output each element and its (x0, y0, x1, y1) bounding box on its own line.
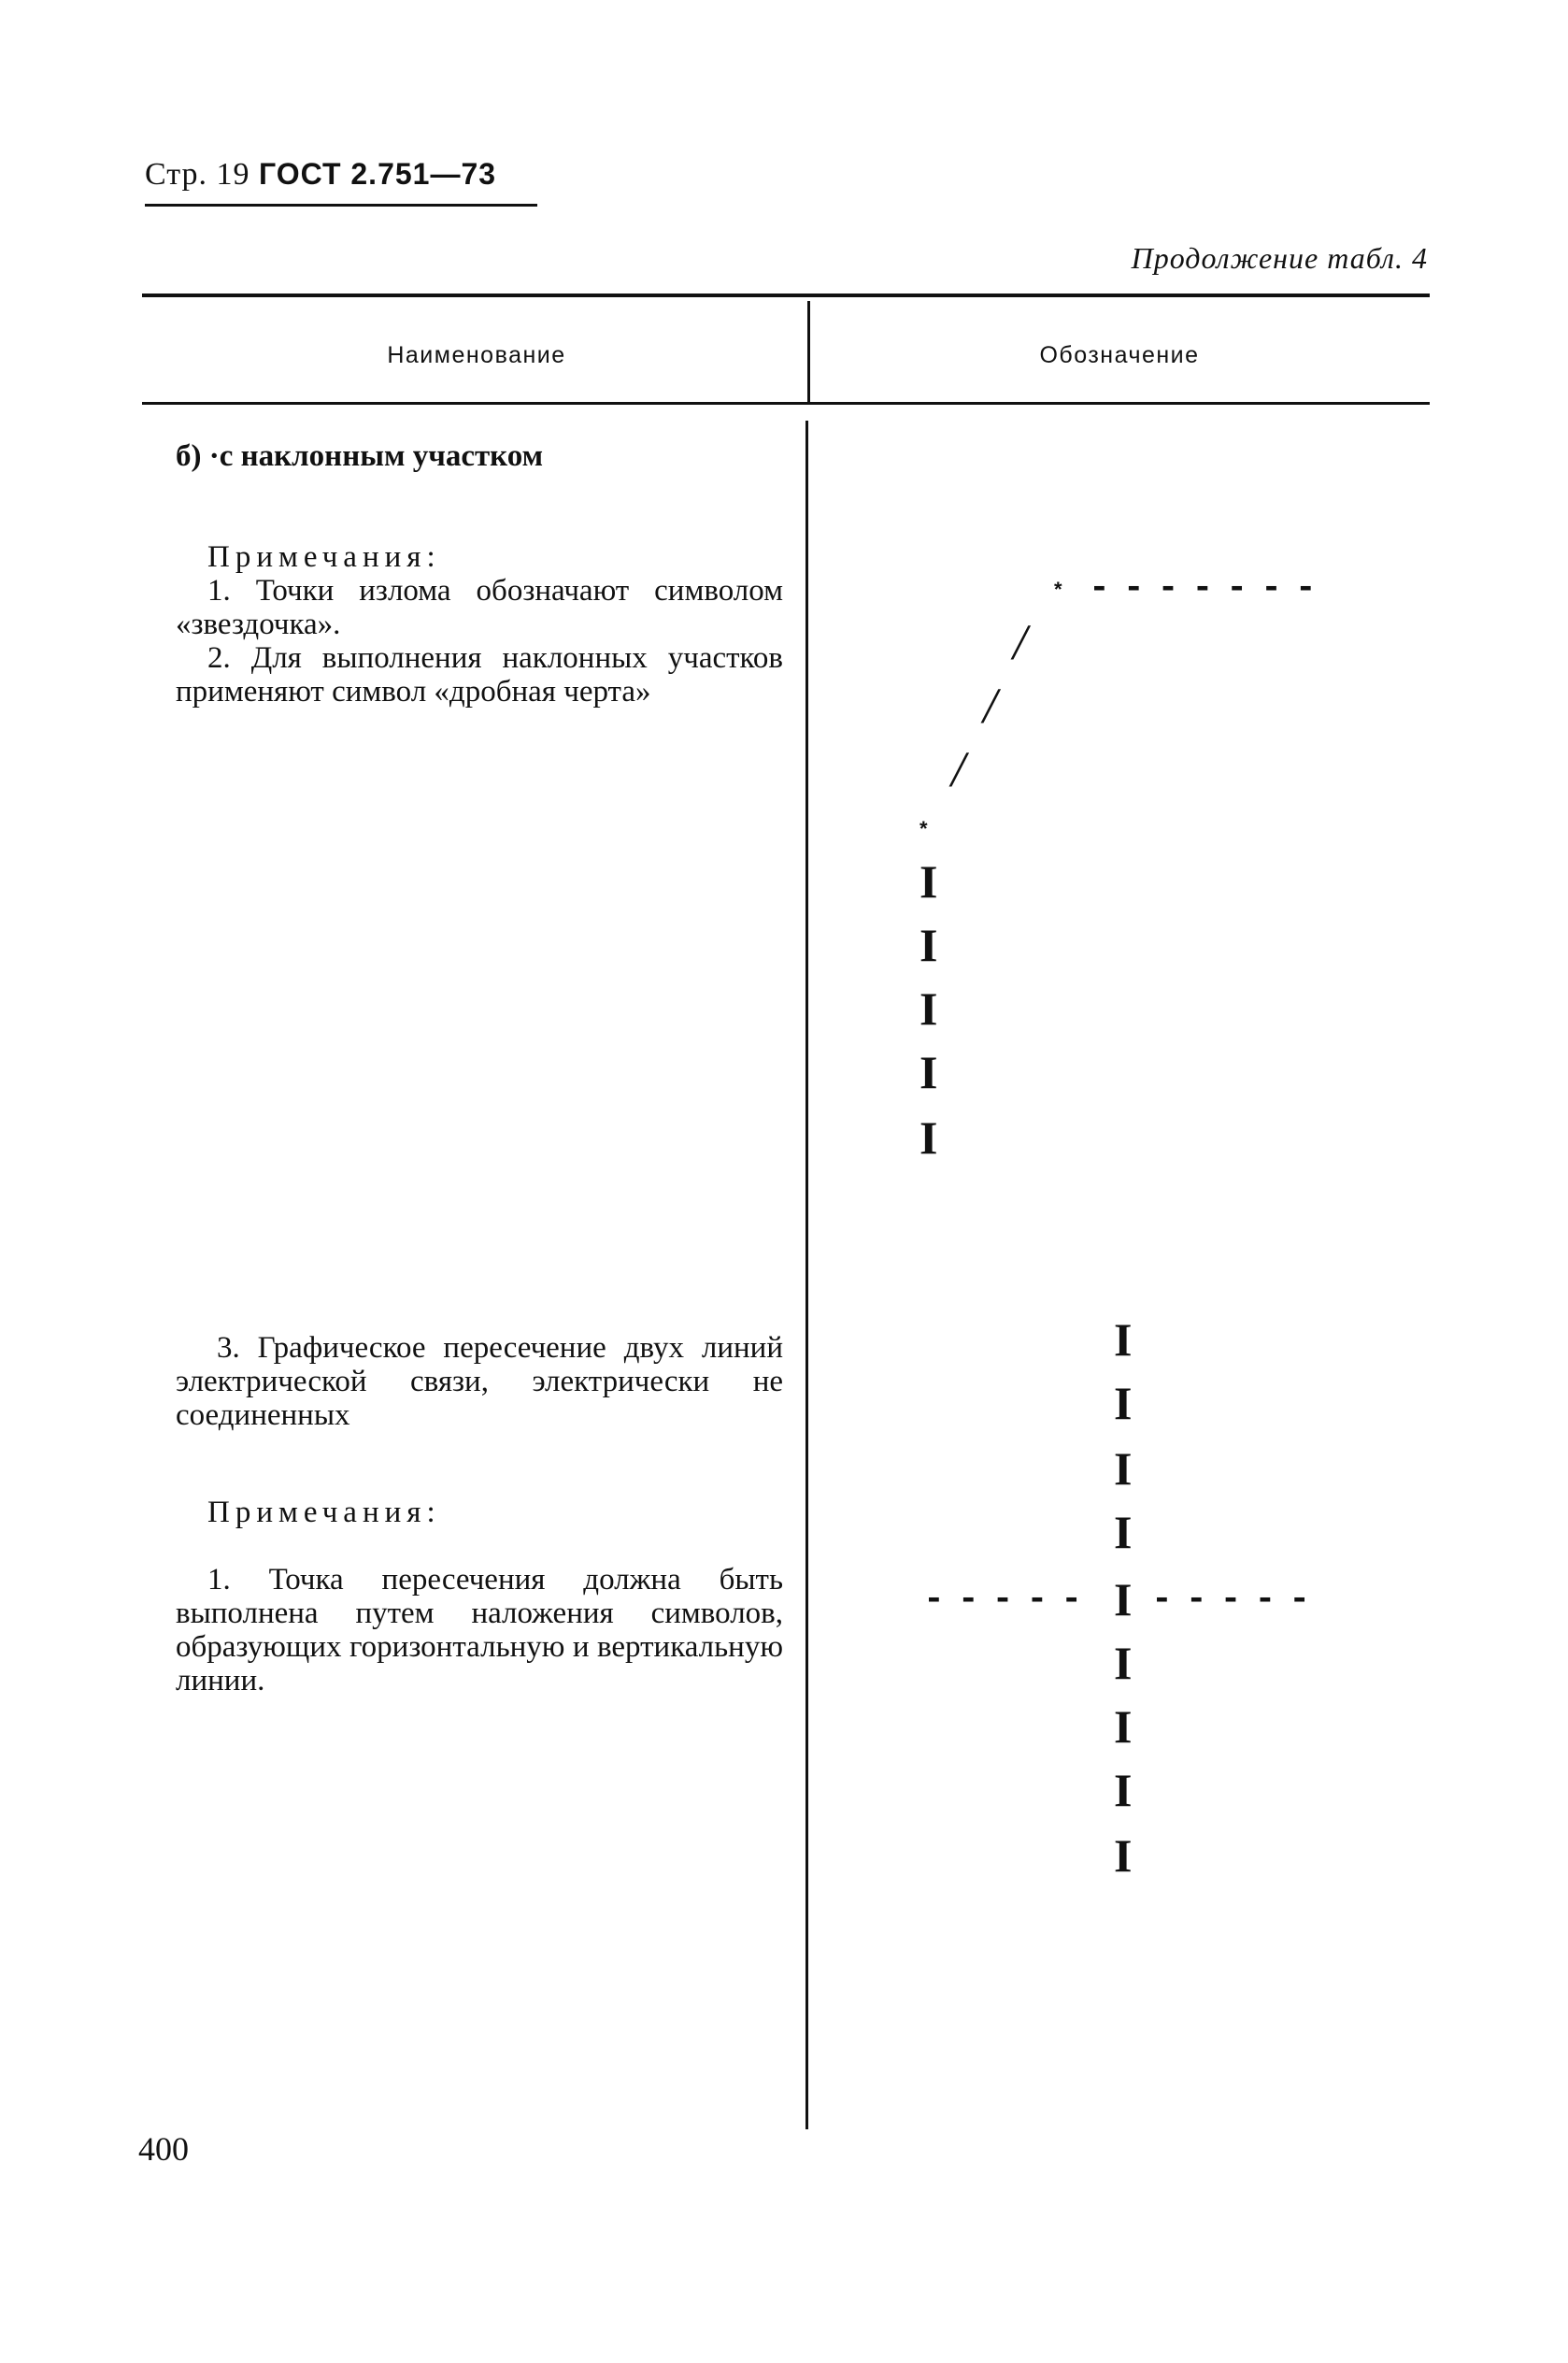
vertical-bar-symbol: I (1114, 1506, 1133, 1558)
notes-heading: Примечания: (207, 540, 441, 574)
vertical-bar-symbol: I (919, 982, 938, 1035)
row-title: б) ·с наклонным участком (176, 439, 544, 473)
vertical-bar-symbol: I (919, 1046, 938, 1098)
slash-symbol: / (951, 741, 966, 797)
vertical-bar-symbol: I (1114, 1829, 1133, 1882)
vertical-bar-symbol: I (919, 919, 938, 971)
table-top-rule (142, 294, 1430, 297)
vertical-bar-symbol: I (1114, 1377, 1133, 1429)
page-number: 400 (138, 2130, 189, 2168)
note-item: 1. Точки излома обозначают символом «звездочка». (176, 574, 783, 641)
horizontal-dashed-line: ----- (923, 1580, 1096, 1620)
star-symbol: * (919, 817, 928, 840)
vertical-bar-symbol: I (1114, 1700, 1133, 1753)
star-symbol: * (1054, 578, 1062, 601)
horizontal-dashed-line: ----- (1151, 1580, 1324, 1620)
crossing-point-symbol: I (1114, 1573, 1133, 1625)
slash-symbol: / (1013, 614, 1028, 670)
header-underline (145, 204, 537, 207)
page-header (145, 157, 496, 193)
column-header-symbol: Обозначение (1039, 342, 1200, 368)
table-continuation-label: Продолжение табл. 4 (1131, 241, 1428, 275)
body-column-divider (805, 421, 808, 2129)
vertical-bar-symbol: I (919, 855, 938, 908)
table-header-rule (142, 402, 1430, 405)
vertical-bar-symbol: I (1114, 1637, 1133, 1689)
horizontal-dashed-line: ------- (1089, 568, 1330, 609)
note-item: 2. Для выполнения наклонных участков применяют символ «дробная черта» (176, 641, 783, 709)
column-header-name: Наименование (387, 342, 566, 368)
standard-number: ГОСТ 2.751—73 (259, 157, 497, 191)
note-item: 1. Точка пересечения должна быть выполнена путем наложения символов, образующих горизонтальную и вертикальную линии. (176, 1563, 783, 1697)
notes-heading: Примечания: (207, 1496, 441, 1529)
vertical-bar-symbol: I (1114, 1764, 1133, 1816)
slash-symbol: / (983, 678, 998, 734)
page-label: Стр. 19 (145, 157, 250, 192)
vertical-bar-symbol: I (919, 1111, 938, 1164)
row-title: 3. Графическое пересечение двух линий электрической связи, электрически не соединенных (176, 1331, 783, 1432)
vertical-bar-symbol: I (1114, 1442, 1133, 1495)
vertical-bar-symbol: I (1114, 1313, 1133, 1366)
